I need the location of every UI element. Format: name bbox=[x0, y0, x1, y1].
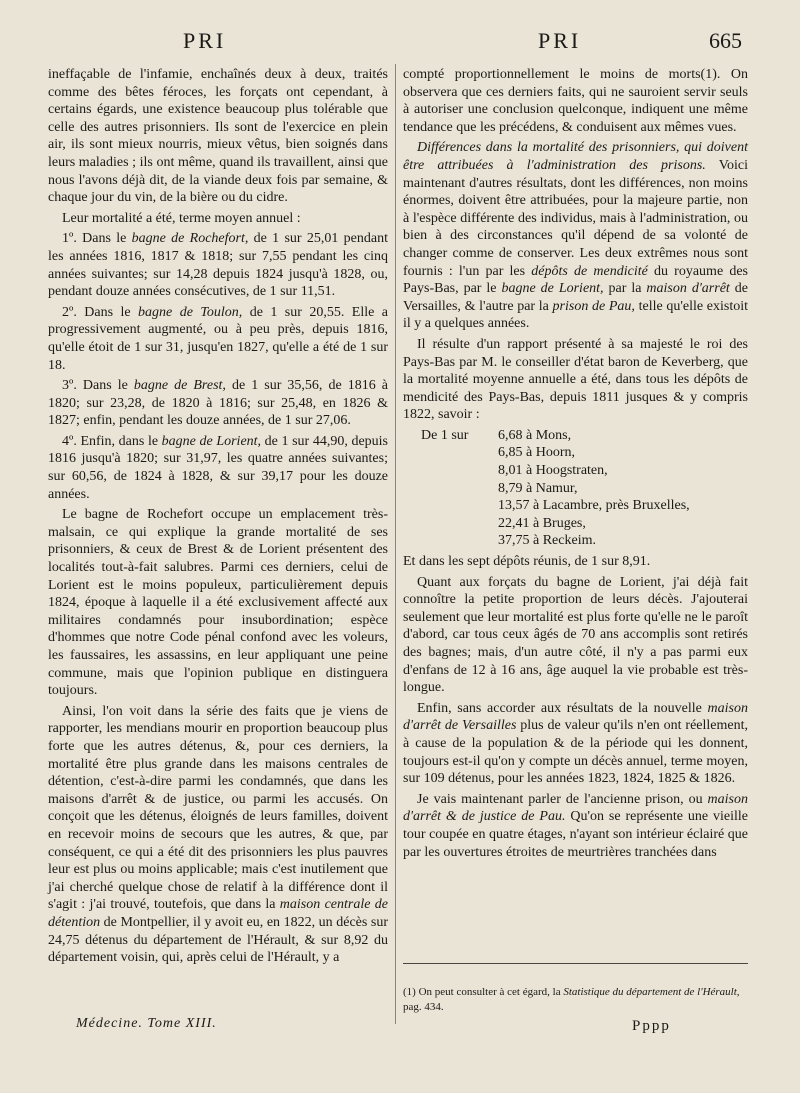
list-item: De 1 sur 6,68 à Mons, bbox=[403, 427, 748, 445]
paragraph: Ainsi, l'on voit dans la série des faits que je viens de rapporter, les mendians mourir en proportion beaucoup plus forte que les autres détenus, &, pour ces derniers, la mortalité être plus grande dans les maisons centrales de détention, c'est-à-dire parmi les condamnés, que dans les maisons d'arrêt & de justice, ou parmi les accusés. On conçoit que les détenus, éloignés de leurs familles, doivent en recevoir moins de secours que les autres, & que, par conséquent, ce qui a été dit des prisonniers les plus pauvres leur est plus ou moins applicable; mais c'est inutilement que j'ai cherché quelque chose de relatif à la différence dont il s'agit : j'ai trouvé, toutefois, que dans la maison centrale de détention de Montpellier, il y avoit eu, en 1822, un décès sur 24,75 détenus du département de l'Hérault, & sur 8,92 du département voisin, qui, après celui de l'Hérault, y a bbox=[48, 703, 388, 966]
paragraph: Le bagne de Rochefort occupe un emplacement très-malsain, ce qui explique la grande mortalité de ses prisonniers, & ceux de Brest & de Lorient présentent des localités tout-à-fait salubres. Parmi ces derniers, celui de Lorient est le moins populeux, particulièrement depuis 1824, époque à laquelle il a été exclusivement affecté aux militaires condamnés pour insubordination; espèce d'hommes que notre Code pénal confond avec les voleurs, les faussaires, les assassins, en leur appliquant une peine commune, mais que l'opinion publique en distinguera toujours. bbox=[48, 507, 388, 699]
paragraph: 2º. Dans le bagne de Toulon, de 1 sur 20,55. Elle a progressivement augmenté, ou à peu près, depuis 1816, qu'elle étoit de 1 sur 31, jusqu'en 1827, qu'elle a été de 1 sur 18. bbox=[48, 304, 388, 373]
paragraph: Je vais maintenant parler de l'ancienne prison, ou maison d'arrêt & de justice de Pau. Qu'on se représente une vieille tour coupée en quatre étages, n'ayant son intérieur éclairé que par les ouvertures étroites de meurtrières tranchées dans bbox=[403, 791, 748, 860]
paragraph: Et dans les sept dépôts réunis, de 1 sur 8,91. bbox=[403, 554, 651, 570]
mortality-list bbox=[403, 427, 748, 550]
header-left-word: PRI bbox=[183, 28, 227, 53]
list-item: 8,01 à Hoogstraten, bbox=[498, 463, 608, 479]
paragraph: 3º. Dans le bagne de Brest, de 1 sur 35,56, de 1816 à 1820; sur 23,28, de 1820 à 1816; sur 25,48, en 1826 & 1827; enfin, pendant les douze années, de 1 sur 27,06. bbox=[48, 378, 388, 429]
page-number: 665 bbox=[709, 28, 742, 53]
footnote: (1) On peut consulter à cet égard, la Statistique du département de l'Hérault, pag. 434. bbox=[403, 986, 740, 1013]
footnote-rule bbox=[403, 963, 748, 964]
paragraph: 1º. Dans le bagne de Rochefort, de 1 sur 25,01 pendant les années 1816, 1817 & 1818; sur 7,55 pendant les cinq années suivantes; sur 14,28 depuis 1824 jusqu'à 1828, ou, pendant douze années consécutives, de 1 sur 11,51. bbox=[48, 231, 388, 300]
list-item: 22,41 à Bruges, bbox=[498, 515, 586, 531]
header-right-word: PRI bbox=[538, 28, 582, 53]
paragraph: 4º. Enfin, dans le bagne de Lorient, de 1 sur 44,90, depuis 1816 jusqu'à 1820; sur 31,97, les quatre années suivantes; sur 60,56, de 1824 à 1828, & sur 39,17 pour les douze années. bbox=[48, 433, 388, 502]
paragraph: Différences dans la mortalité des prisonniers, qui doivent être attribuées à l'administration des prisons. Voici maintenant d'autres résultats, dont les différences, non moins énormes, doivent être attribuées, pour la majeure partie, non à l'espèce différente des individus, mais à l'administration, ou bien à des circonstances qu'il dépend de sa volonté de changer comme de conserver. Les deux extrêmes nous sont fournis : l'un par les dépôts de mendicité du royaume des Pays-Bas, par le bagne de Lorient, par la maison d'arrêt de Versailles, & l'autre par la prison de Pau, telle qu'elle existoit il y a quelques années. bbox=[403, 140, 749, 332]
paragraph: compté proportionnellement le moins de morts(1). On observera que ces derniers faits, qui ne sauroient servir seuls à autoriser une conclusion quelconque, indiquent une même tendance que les précédens, & conduisent aux mêmes vues. bbox=[403, 67, 748, 135]
signature-mark: Pppp bbox=[632, 1018, 671, 1034]
list-item: 13,57 à Lacambre, près Bruxelles, bbox=[498, 498, 690, 514]
right-column bbox=[403, 66, 748, 864]
paragraph: Enfin, sans accorder aux résultats de la nouvelle maison d'arrêt de Versailles plus de valeur qu'ils n'en ont réellement, à cause de la population & de la période qui les donnent, toujours est-il qu'on y compte un décès annuel, terme moyen, sur 109 détenus, pour les années 1823, 1824, 1825 & 1826. bbox=[403, 700, 749, 787]
column-divider bbox=[395, 64, 396, 1024]
list-lead: De 1 sur bbox=[421, 427, 469, 443]
list-item: 37,75 à Reckeim. bbox=[498, 533, 596, 549]
list-item: 6,85 à Hoorn, bbox=[498, 445, 575, 461]
paragraph: Leur mortalité a été, terme moyen annuel : bbox=[62, 210, 301, 226]
left-column bbox=[48, 66, 388, 970]
paragraph: Quant aux forçats du bagne de Lorient, j'ai déjà fait connoître la petite proportion de leurs décès. J'ajouterai seulement que leur mortalité est plus forte qu'elle ne le paroît d'abord, car tous ceux âgés de 70 ans accomplis sont retirés des bagnes; mais, d'un autre côté, il n'y a pas parmi eux d'enfans de 12 à 16 ans, âge auquel la vie probable est très-longue. bbox=[403, 574, 748, 696]
running-header bbox=[0, 28, 800, 58]
footer-title: Médecine. Tome XIII. bbox=[76, 1016, 217, 1031]
paragraph: Il résulte d'un rapport présenté à sa majesté le roi des Pays-Bas par M. le conseiller d'état baron de Keverberg, que la mortalité moyenne annuelle a été, dans tous les dépôts de mendicité des Pays-Bas, depuis 1811 jusques & y compris 1822, savoir : bbox=[403, 336, 748, 423]
paragraph: ineffaçable de l'infamie, enchaînés deux à deux, traités comme des bêtes féroces, les forçats ont cependant, à certains égards, une existence beaucoup plus tolérable que celle des autres prisonniers. Ils sont de l'exercice en plein air, ils sont mieux nourris, mieux vêtus, bien soignés dans leurs maladies ; ils ont même, quand ils travaillent, ainsi que nous l'avons déjà dit, de la viande deux fois par semaine, & chaque jour du vin, de la bière ou du cidre. bbox=[48, 67, 388, 206]
list-item: 8,79 à Namur, bbox=[498, 480, 578, 496]
